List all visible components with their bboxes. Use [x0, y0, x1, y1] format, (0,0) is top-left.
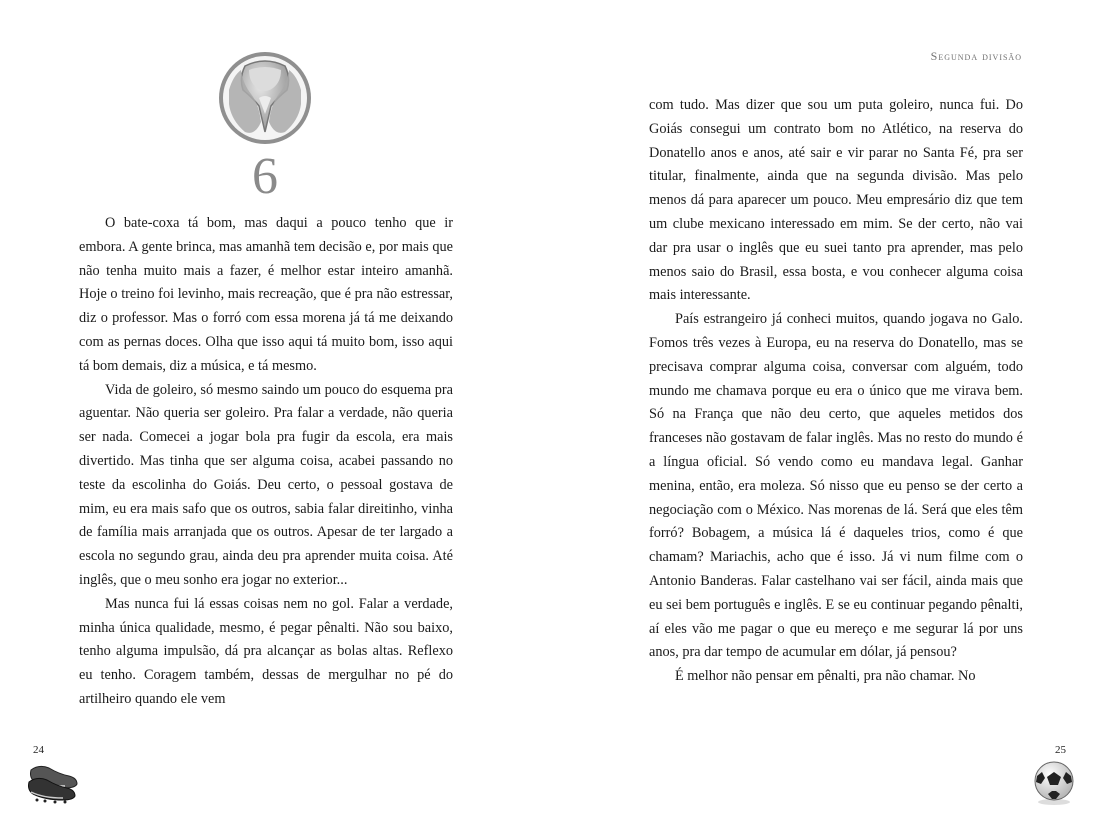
- paragraph: Vida de goleiro, só mesmo saindo um pouco do esquema pra aguentar. Não queria ser goleiro. Pra falar a verdade, não queria ser nada. Comecei a jogar bola pra fugir da escola, era mais divertido. Mas tinha que ser alguma coisa, acabei passando no teste da escolinha do Goiás. Deu certo, o pessoal gostava de mim, eu era mais safo que os outros, sabia falar direitinho, vinha de família mais arranjada que os outros. Apesar de ter largado a escola no segundo grau, ainda deu pra aprender muita coisa. Até inglês, que o meu sonho era jogar no exterior...: [79, 381, 453, 588]
- page-number: 25: [1055, 744, 1066, 756]
- running-head: Segunda divisão: [930, 49, 1022, 63]
- right-page: [550, 0, 1100, 825]
- page-number: 24: [33, 744, 44, 756]
- soccer-ball-emblem-icon: [215, 48, 315, 148]
- right-body-text: [649, 94, 1023, 689]
- paragraph: O bate-coxa tá bom, mas daqui a pouco tenho que ir embora. A gente brinca, mas amanhã tem decisão e, por mais que não tenha muito mais a fazer, é melhor estar inteiro amanhã. Hoje o treino foi levinho, mais recreação, que é pra não estressar, diz o professor. Mas o forró com essa morena já tá me deixando com as pernas doces. Olha que isso aqui tá muito bom, isso aqui tá bom demais, diz a música, e tá mesmo.: [79, 215, 453, 374]
- paragraph: com tudo. Mas dizer que sou um puta goleiro, nunca fui. Do Goiás consegui um contrato bom no Atlético, na reserva do Donatello anos e anos, até sair e vir parar no Santa Fé, pra ser titular, finalmente, ainda que na segunda divisão. Mas pelo menos dá para aparecer um pouco. Meu empresário diz que tem um clube mexicano interessado em mim. Se der certo, não vai dar pra usar o inglês que eu suei tanto pra aprender, mas pelo menos saio do Brasil, essa bosta, e vou conhecer alguma coisa mais interessante.: [649, 97, 1023, 304]
- paragraph: Mas nunca fui lá essas coisas nem no gol. Falar a verdade, minha única qualidade, mesmo, é pegar pênalti. Não sou baixo, tenho alguma impulsão, dá pra alcançar as bolas altas. Reflexo eu tenho. Coragem também, dessas de mergulhar no pé do artilheiro quando ele vem: [79, 595, 453, 707]
- paragraph: País estrangeiro já conheci muitos, quando jogava no Galo. Fomos três vezes à Europa, eu na reserva do Donatello, mas se precisava comprar alguma coisa, conversar com alguém, todo mundo me chamava porque eu era o único que me virava bem. Só na França que não deu certo, que aqueles metidos dos franceses não gostavam de falar inglês. Mas no resto do mundo é a língua oficial. Só vendo como eu mandava legal. Ganhar menina, então, era moleza. Só nisso que eu penso se der certo a negociação com o México. Nas morenas de lá. Será que eles têm forró? Bobagem, a música lá é daqueles trios, como é que chamam? Mariachis, acho que é isso. Já vi num filme com o Antonio Banderas. Falar castelhano vai ser fácil, ainda mais que eu sei bem português e inglês. E se eu continuar pegando pênalti, aí eles vão me pagar o que eu mereço e me segurar lá por uns anos, pra dar tempo de acumular em dólar, já pensou?: [649, 311, 1023, 661]
- chapter-number: 6: [252, 148, 278, 205]
- left-body-text: [79, 212, 453, 712]
- paragraph: É melhor não pensar em pênalti, pra não chamar. No: [675, 668, 976, 685]
- soccer-cleats-icon: [25, 758, 83, 804]
- soccer-ball-icon: [1030, 758, 1078, 806]
